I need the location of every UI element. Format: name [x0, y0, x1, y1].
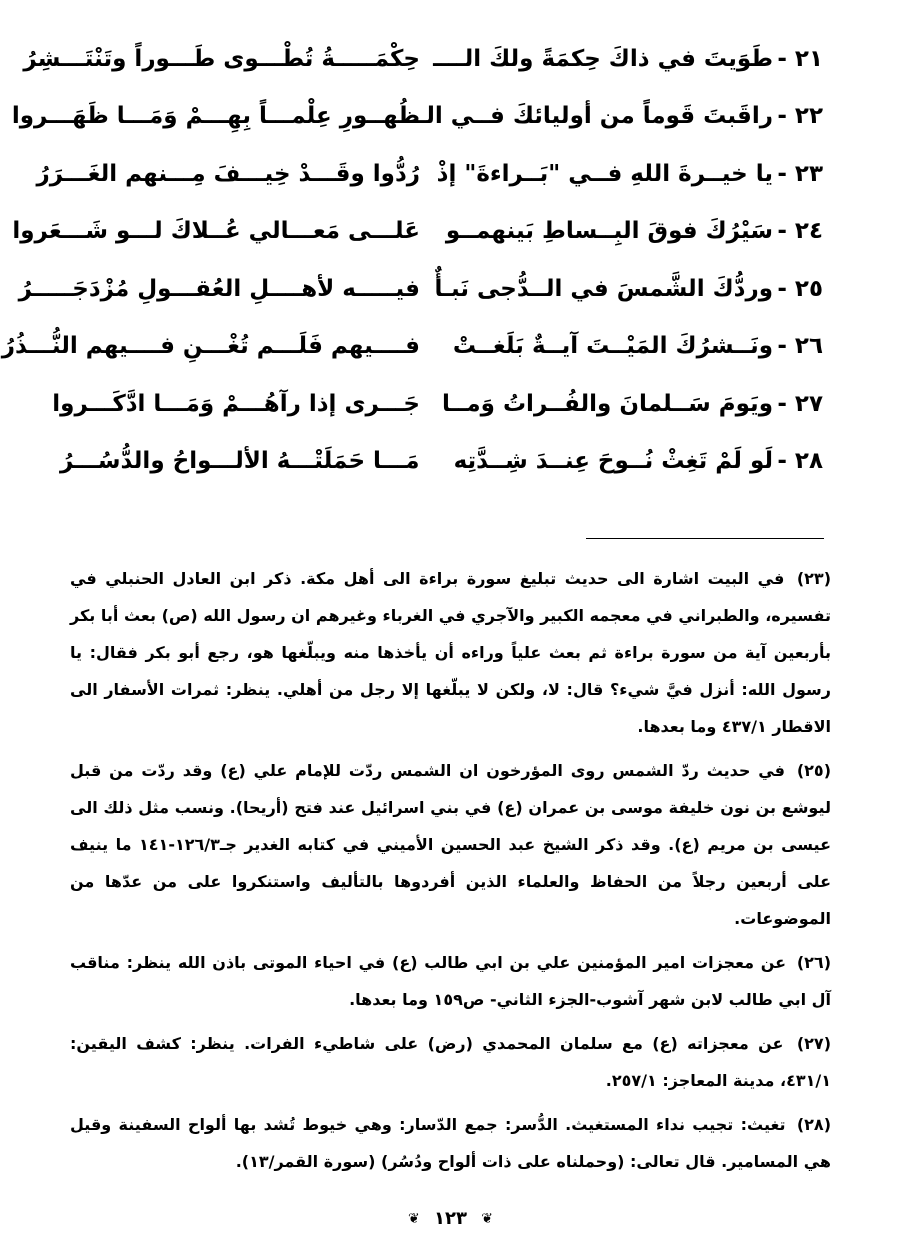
- verse-first-hemistich: [453, 448, 823, 475]
- page-number-value: ١٢٣: [434, 1208, 467, 1229]
- verse: [18, 260, 823, 318]
- verse-second-hemistich: فيـــــه لأهــــلِ العُقـــولِ مُزْدَجَـــــرُ: [18, 275, 420, 302]
- footnote: [70, 560, 831, 745]
- footnote-label: (٢٣): [796, 569, 831, 588]
- verse-number: ٢٧ -: [777, 390, 823, 417]
- verse: [12, 203, 823, 261]
- verse-number: ٢٣ -: [777, 160, 823, 187]
- verse-number: ٢٤ -: [777, 218, 823, 245]
- verse-first-text: سَيْرُكَ فوقَ البِــساطِ بَينهمــو: [445, 218, 773, 245]
- verse-first-text: طَوَيتَ في ذاكَ حِكمَةً ولكَ الــــ: [433, 45, 773, 72]
- verse-second-hemistich: حِكْمَـــــةُ تُطْـــوى طَـــوراً وتَنْتَـــشِرُ: [23, 45, 420, 72]
- footnote: [70, 944, 831, 1018]
- verse-second-hemistich: فــــيهم فَلَـــم تُغْـــنِ فــــيهم النُّـــذُرُ: [1, 333, 420, 360]
- footnotes: [70, 560, 831, 1187]
- verse-first-text: ويَومَ سَــلمانَ والفُــراتُ وَمــا: [442, 390, 773, 417]
- verse-number: ٢١ -: [777, 45, 823, 72]
- footnote-separator: [586, 538, 824, 539]
- verse-second-hemistich: رُدُّوا وقَـــدْ خِيـــفَ مِـــنهم الغَـــرَرُ: [36, 160, 420, 187]
- verse-second-hemistich: ظُهــورِ عِلْمـــاً بِهِـــمْ وَمَـــا ظَهَـــروا: [11, 103, 420, 130]
- verse: [36, 145, 823, 203]
- verse-first-hemistich: [433, 45, 823, 72]
- verse-first-hemistich: [445, 218, 823, 245]
- footnote-text: عن معجزاته (ع) مع سلمان المحمدي (رض) على شاطيء الفرات. ينظر: كشف اليقين: ٤٣١/١، مدينة المعاجز: ٢٥٧/١.: [70, 1034, 831, 1090]
- verse-first-hemistich: [436, 160, 823, 187]
- footnote-label: (٢٧): [796, 1034, 831, 1053]
- footnote-text: تغيث: تجيب نداء المستغيث. الدُّسر: جمع الدّسار: وهي خيوط تُشد بها ألواح السفينة وقيل هي المسامير. قال تعالى: (وحملناه على ذات ألواح ودُسُر) (سورة القمر/١٣).: [70, 1115, 831, 1171]
- verse-second-hemistich: جَـــرى إذا رآهُـــمْ وَمَـــا ادَّكَـــروا: [52, 390, 420, 417]
- footnote: [70, 752, 831, 937]
- ornament-icon: ❦: [481, 1211, 493, 1227]
- footnote-text: عن معجزات امير المؤمنين علي بن ابي طالب (ع) في احياء الموتى باذن الله ينظر: مناقب آل ابي طالب لابن شهر آشوب-الجزء الثاني- ص١٥٩ وما بعدها.: [70, 953, 831, 1009]
- page-number: [0, 1208, 901, 1229]
- verse-first-text: لَو لَمْ تَغِثْ نُــوحَ عِنــدَ شِــدَّتِه: [453, 448, 773, 475]
- verse-number: ٢٢ -: [777, 103, 823, 130]
- verse-second-hemistich: عَلـــى مَعـــالي عُــلاكَ لـــو شَـــعَروا: [12, 218, 420, 245]
- verse-number: ٢٥ -: [777, 275, 823, 302]
- verse: [1, 318, 823, 376]
- poem: [1, 30, 823, 490]
- footnote-label: (٢٥): [796, 761, 831, 780]
- footnote-text: في حديث ردّ الشمس روى المؤرخون ان الشمس ردّت للإمام علي (ع) وقد ردّت من قبل ليوشع بن نون خليفة موسى بن عمران (ع) في بني اسرائيل عند فتح (أريحا). ونسب مثل ذلك الى عيسى بن مريم (ع). وقد ذكر الشيخ عبد الحسين الأميني في كتابه الغدير جـ١٢٦/٣-١٤١ ما ينيف على أربعين رجلاً من الحفاظ والعلماء الذين أفردوها بالتأليف واستنكروا على من عدّها من الموضوعات.: [70, 761, 831, 928]
- verse-first-hemistich: [434, 275, 823, 302]
- ornament-icon: ❦: [408, 1211, 420, 1227]
- verse-first-hemistich: [402, 103, 823, 130]
- verse-first-text: راقَبتَ قَوماً من أوليائكَ فــي الـــ: [402, 103, 773, 130]
- verse: [60, 433, 823, 491]
- footnote-label: (٢٦): [796, 953, 831, 972]
- verse-first-text: ونَــشرُكَ المَيْــتَ آيــةٌ بَلَغــتْ: [452, 333, 773, 360]
- footnote-text: في البيت اشارة الى حديث تبليغ سورة براءة الى أهل مكة. ذكر ابن العادل الحنبلي في تفسيره، والطبراني في معجمه الكبير والآجري في الغرباء وغيرهم ان رسول الله (ص) بعث أبا بكر بأربعين آية من سورة براءة ثم بعث علياً وراءه أن يأخذها منه ويبلّغها هو، رجع أبو بكر فقال: يا رسول الله: أنزل فيَّ شيء؟ قال: لا، ولكن لا يبلّغها إلا رجل من أهلي. ينظر: ثمرات الأسفار الى الاقطار ٤٣٧/١ وما بعدها.: [70, 569, 831, 736]
- verse: [52, 375, 823, 433]
- verse-first-text: وردُّكَ الشَّمسَ في الــدُّجى نَبـأٌ: [434, 275, 773, 302]
- verse-number: ٢٨ -: [777, 448, 823, 475]
- verse-first-text: يا خيــرةَ اللهِ فــي "بَــراءةَ" إذْ: [436, 160, 773, 187]
- footnote-label: (٢٨): [796, 1115, 831, 1134]
- footnote: [70, 1106, 831, 1180]
- verse-second-hemistich: مَـــا حَمَلَتْـــهُ الألـــواحُ والدُّسُـــرُ: [60, 448, 420, 475]
- verse-first-hemistich: [452, 333, 823, 360]
- verse-first-hemistich: [442, 390, 823, 417]
- verse: [11, 88, 823, 146]
- verse-number: ٢٦ -: [777, 333, 823, 360]
- footnote: [70, 1025, 831, 1099]
- verse: [23, 30, 823, 88]
